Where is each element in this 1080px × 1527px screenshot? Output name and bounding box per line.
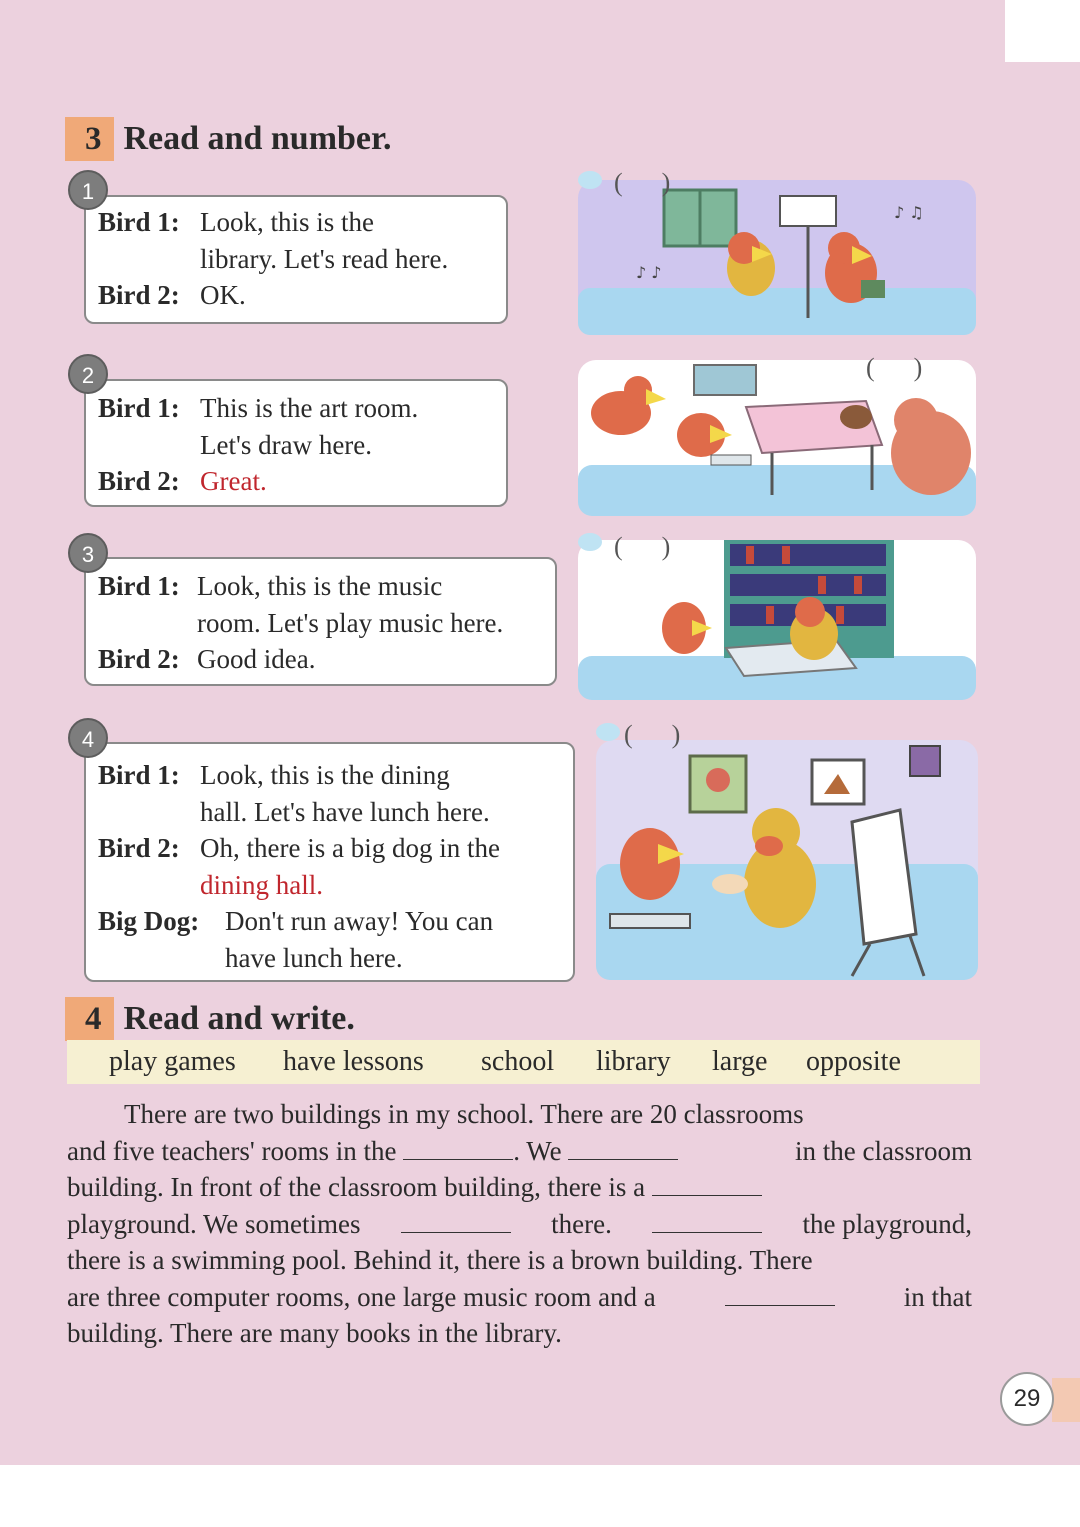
dialog-text: Don't run away! You can bbox=[225, 906, 494, 936]
word-bank-item: school bbox=[481, 1046, 555, 1077]
word-bank bbox=[67, 1040, 980, 1084]
paragraph-text: are three computer rooms, one large music room and a bbox=[67, 1281, 656, 1312]
svg-text:♪ ♫: ♪ ♫ bbox=[894, 203, 924, 222]
paragraph-text: and five teachers' rooms in the bbox=[67, 1135, 397, 1166]
speaker: Bird 2: bbox=[98, 466, 180, 496]
paragraph-line: building. There are many books in the library. bbox=[67, 1318, 562, 1348]
answer-blank-2[interactable] bbox=[568, 1133, 678, 1160]
paragraph-text: the playground, bbox=[802, 1208, 972, 1239]
dialog-box-3 bbox=[84, 557, 557, 686]
dialog-box-1 bbox=[84, 195, 508, 324]
picture-dining-hall bbox=[576, 345, 978, 518]
section-4-number: 4 bbox=[65, 997, 114, 1041]
word-bank-item: opposite bbox=[806, 1046, 901, 1077]
dialog-text: Good idea. bbox=[197, 644, 316, 674]
speaker: Bird 1: bbox=[98, 571, 180, 601]
paragraph-text: in that bbox=[903, 1281, 972, 1312]
picture-music-room bbox=[576, 168, 978, 338]
paragraph-text: . We bbox=[513, 1135, 562, 1166]
speaker: Bird 1: bbox=[98, 760, 180, 790]
page-number: 29 bbox=[1000, 1372, 1054, 1426]
paragraph-text: there. bbox=[551, 1208, 612, 1239]
picture-library bbox=[576, 528, 978, 701]
answer-bracket-1[interactable]: ( ) bbox=[614, 168, 671, 197]
picture-art-room bbox=[594, 714, 978, 980]
dialog-text: Look, this is the dining bbox=[200, 760, 450, 790]
section-4-header bbox=[65, 997, 355, 1041]
section-3-title: Read and number. bbox=[123, 120, 392, 157]
word-bank-item: large bbox=[712, 1046, 768, 1077]
dialog-number-badge-2: 2 bbox=[68, 354, 108, 394]
paragraph-text: building. In front of the classroom building, there is a bbox=[67, 1172, 646, 1202]
speaker: Bird 1: bbox=[98, 207, 180, 237]
word-bank-item: play games bbox=[109, 1046, 236, 1077]
dialog-box-4 bbox=[84, 742, 575, 982]
dialog-text: Let's draw here. bbox=[200, 429, 373, 460]
word-bank-item: library bbox=[596, 1046, 671, 1077]
dialog-text: library. Let's read here. bbox=[200, 243, 449, 274]
dialog-text: hall. Let's have lunch here. bbox=[200, 796, 490, 827]
dialog-number-badge-1: 1 bbox=[68, 170, 108, 210]
speaker: Bird 2: bbox=[98, 644, 180, 674]
dialog-number-badge-4: 4 bbox=[68, 718, 108, 758]
speaker: Bird 2: bbox=[98, 280, 180, 310]
dialog-text: OK. bbox=[200, 280, 246, 310]
dialog-text: Look, this is the bbox=[200, 207, 374, 237]
speaker: Big Dog: bbox=[98, 906, 200, 936]
dialog-text: Look, this is the music bbox=[197, 571, 443, 601]
speaker: Bird 2: bbox=[98, 833, 180, 863]
page-number-tab bbox=[1052, 1378, 1080, 1422]
dialog-box-2 bbox=[84, 379, 508, 507]
answer-blank-5[interactable] bbox=[652, 1206, 762, 1233]
word-bank-item: have lessons bbox=[283, 1046, 424, 1077]
answer-bracket-4[interactable]: ( ) bbox=[624, 720, 681, 749]
speaker: Bird 1: bbox=[98, 393, 180, 423]
section-3-header bbox=[65, 117, 391, 161]
paragraph-line: There are two buildings in my school. There are 20 classrooms bbox=[124, 1099, 804, 1129]
dialog-text: dining hall. bbox=[200, 869, 323, 900]
svg-text:♪ ♪: ♪ ♪ bbox=[636, 263, 662, 282]
dialog-text: room. Let's play music here. bbox=[197, 607, 504, 638]
section-4-title: Read and write. bbox=[123, 1000, 355, 1037]
page-corner bbox=[1005, 0, 1080, 62]
answer-blank-3[interactable] bbox=[652, 1169, 762, 1196]
paragraph-text: in the classroom bbox=[795, 1135, 972, 1166]
section-3-number: 3 bbox=[65, 117, 114, 161]
paragraph-text: playground. We sometimes bbox=[67, 1208, 361, 1239]
dialog-text: have lunch here. bbox=[225, 942, 403, 973]
dialog-number-badge-3: 3 bbox=[68, 533, 108, 573]
answer-blank-4[interactable] bbox=[401, 1206, 511, 1233]
dialog-text: Oh, there is a big dog in the bbox=[200, 833, 500, 863]
paragraph-line: there is a swimming pool. Behind it, there is a brown building. There bbox=[67, 1245, 813, 1275]
answer-bracket-2[interactable]: ( ) bbox=[866, 353, 923, 382]
dialog-text: Great. bbox=[200, 466, 267, 496]
dialog-text: This is the art room. bbox=[200, 393, 419, 423]
answer-blank-6[interactable] bbox=[725, 1279, 835, 1306]
answer-bracket-3[interactable]: ( ) bbox=[614, 532, 671, 561]
art-room-illustration bbox=[594, 714, 978, 980]
answer-blank-1[interactable] bbox=[403, 1133, 513, 1160]
cloze-paragraph bbox=[67, 1096, 972, 1352]
